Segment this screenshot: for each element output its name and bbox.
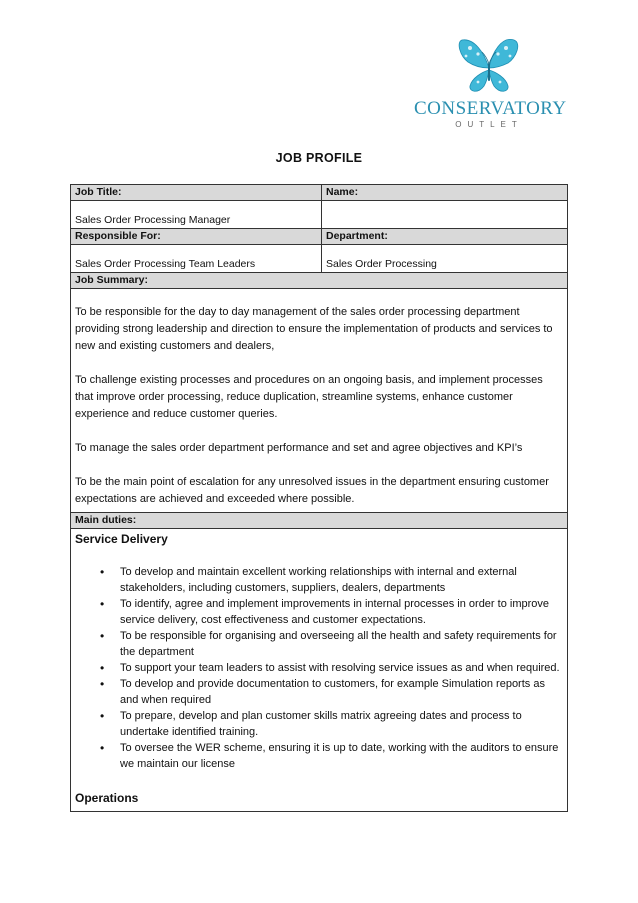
list-item: • To develop and maintain excellent working relationships with internal and external stakeholders, including customers, suppliers, dealers, departments: [75, 564, 563, 596]
summary-paragraph: To challenge existing processes and procedures on an ongoing basis, and implement processes that improve order processing, reduce duplication, streamline systems, enhance customer experience and reduce customer queries.: [75, 374, 543, 420]
duties-list: [75, 564, 563, 772]
section-heading-operations: Operations: [75, 791, 139, 805]
company-logo: [414, 34, 567, 134]
job-title-label: Job Title:: [71, 185, 322, 201]
department-value: Sales Order Processing: [322, 245, 568, 273]
list-item: • To be responsible for organising and overseeing all the health and safety requirements for the department: [75, 628, 563, 660]
name-value: [322, 201, 568, 229]
list-item: • To develop and provide documentation to customers, for example Simulation reports as and when required: [75, 676, 563, 708]
job-profile-table: [70, 184, 568, 812]
list-item: • To identify, agree and implement improvements in internal processes in order to improve service delivery, cost effectiveness and customer expectations.: [75, 596, 563, 628]
responsible-for-value: Sales Order Processing Team Leaders: [71, 245, 322, 273]
name-label: Name:: [322, 185, 568, 201]
job-summary-label: Job Summary:: [71, 273, 568, 289]
summary-paragraph: To manage the sales order department performance and set and agree objectives and KPI’s: [75, 442, 523, 454]
main-duties-body: [71, 529, 568, 812]
logo-subtitle: OUTLET: [455, 120, 523, 129]
summary-paragraph: To be the main point of escalation for any unresolved issues in the department ensuring customer expectations are achieved and exceeded where possible.: [75, 476, 549, 505]
list-item: • To oversee the WER scheme, ensuring it is up to date, working with the auditors to ensure we maintain our license: [75, 740, 563, 772]
list-item: • To support your team leaders to assist with resolving service issues as and when required.: [75, 660, 563, 676]
job-summary-body: [71, 289, 568, 513]
department-label: Department:: [322, 229, 568, 245]
list-item: • To prepare, develop and plan customer skills matrix agreeing dates and process to undertake identified training.: [75, 708, 563, 740]
main-duties-label: Main duties:: [71, 513, 568, 529]
responsible-for-label: Responsible For:: [71, 229, 322, 245]
logo-wordmark: CONSERVATORY: [414, 98, 567, 119]
job-title-value: Sales Order Processing Manager: [71, 201, 322, 229]
document-title: JOB PROFILE: [275, 151, 363, 165]
butterfly-icon: [456, 34, 522, 98]
summary-paragraph: To be responsible for the day to day management of the sales order processing department providing strong leadership and direction to ensure the implementation of products and services to new and existing customers and dealers,: [75, 306, 553, 352]
section-heading-service-delivery: Service Delivery: [75, 532, 168, 546]
